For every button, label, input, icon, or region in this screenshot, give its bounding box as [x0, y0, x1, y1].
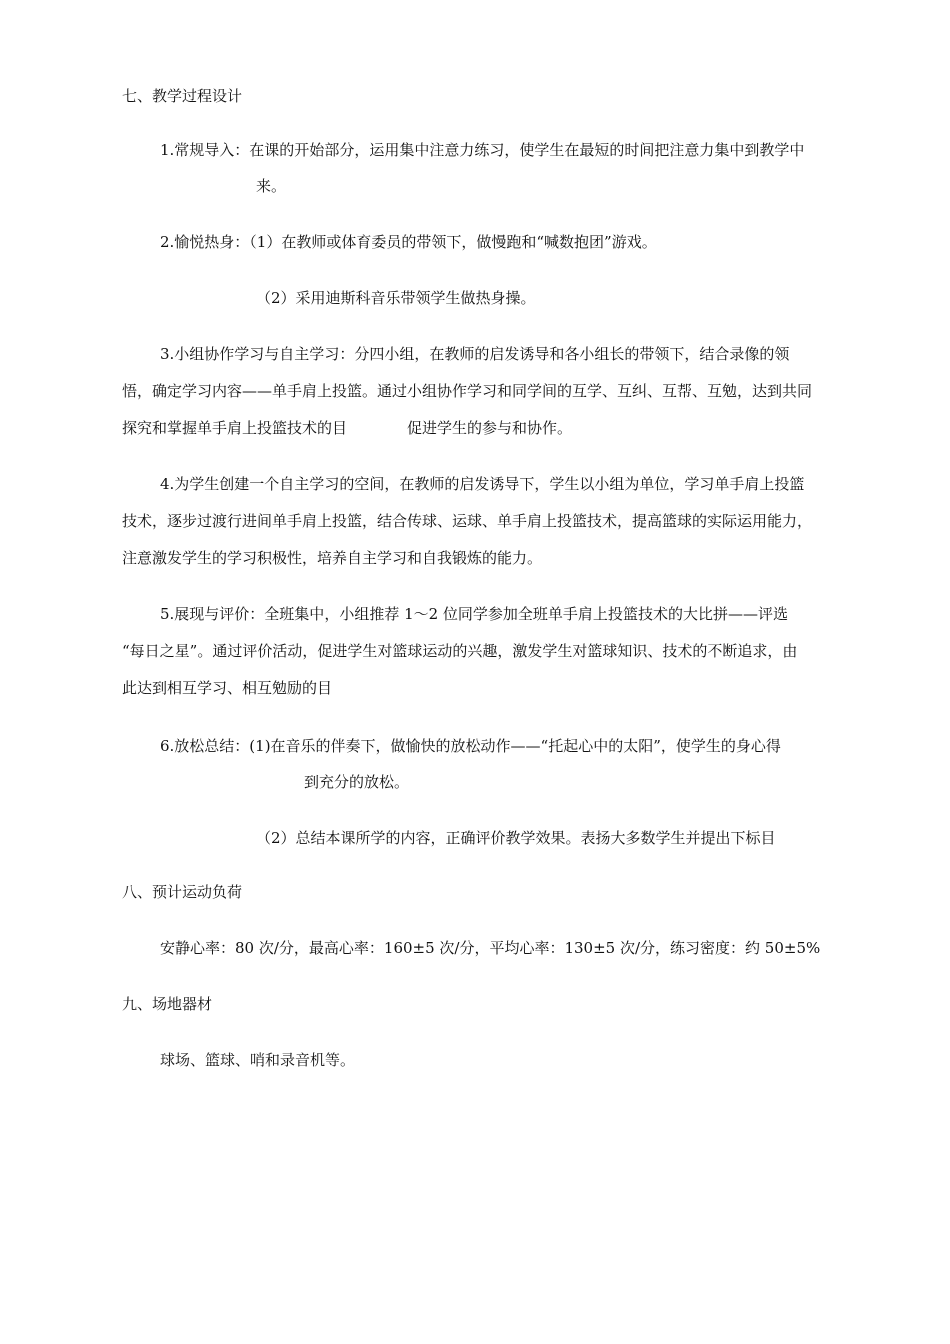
item-3-line-2: 悟，确定学习内容——单手肩上投篮。通过小组协作学习和同学间的互学、互纠、互帮、互勉，达到共同	[122, 382, 813, 400]
item-6-line-3: （2）总结本课所学的内容，正确评价教学效果。表扬大多数学生并提出下标目	[256, 829, 776, 847]
section-9-heading: 九、场地器材	[122, 995, 213, 1013]
item-4-line-3: 注意激发学生的学习积极性，培养自主学习和自我锻炼的能力。	[122, 549, 543, 567]
section-7-heading: 七、教学过程设计	[122, 87, 243, 105]
item-1-line-1: 1.常规导入：在课的开始部分，运用集中注意力练习，使学生在最短的时间把注意力集中到教学中	[160, 141, 805, 159]
item-6-line-2: 到充分的放松。	[304, 773, 410, 791]
item-1-line-2: 来。	[256, 177, 287, 195]
item-3-line-3a: 探究和掌握单手肩上投篮技术的目	[122, 419, 348, 437]
item-5-line-2: “每日之星”。通过评价活动，促进学生对篮球运动的兴趣，激发学生对篮球知识、技术的不断追求，由	[122, 642, 798, 660]
item-2-line-2: （2）采用迪斯科音乐带领学生做热身操。	[256, 289, 536, 307]
section-9-content: 球场、篮球、哨和录音机等。	[160, 1051, 356, 1069]
item-3-line-3b: 促进学生的参与和协作。	[407, 419, 573, 437]
section-8-heading: 八、预计运动负荷	[122, 883, 243, 901]
item-4-line-2: 技术，逐步过渡行进间单手肩上投篮，结合传球、运球、单手肩上投篮技术，提高篮球的实际运用能力，	[122, 512, 813, 530]
item-2-line-1: 2.愉悦热身：（1）在教师或体育委员的带领下，做慢跑和“喊数抱团”游戏。	[160, 233, 657, 251]
item-6-line-1: 6.放松总结：(1)在音乐的伴奏下，做愉快的放松动作——“托起心中的太阳”，使学生的身心得	[160, 737, 781, 755]
item-4-line-1: 4.为学生创建一个自主学习的空间，在教师的启发诱导下，学生以小组为单位，学习单手肩上投篮	[160, 475, 805, 493]
item-5-line-1: 5.展现与评价：全班集中，小组推荐 1～2 位同学参加全班单手肩上投篮技术的大比拼——评选	[160, 605, 788, 623]
section-8-content: 安静心率：80 次/分，最高心率：160±5 次/分，平均心率：130±5 次/分，练习密度：约 50±5%	[160, 939, 821, 957]
item-3-line-1: 3.小组协作学习与自主学习：分四小组，在教师的启发诱导和各小组长的带领下，结合录像的领	[160, 345, 790, 363]
item-5-line-3: 此达到相互学习、相互勉励的目	[122, 679, 333, 697]
